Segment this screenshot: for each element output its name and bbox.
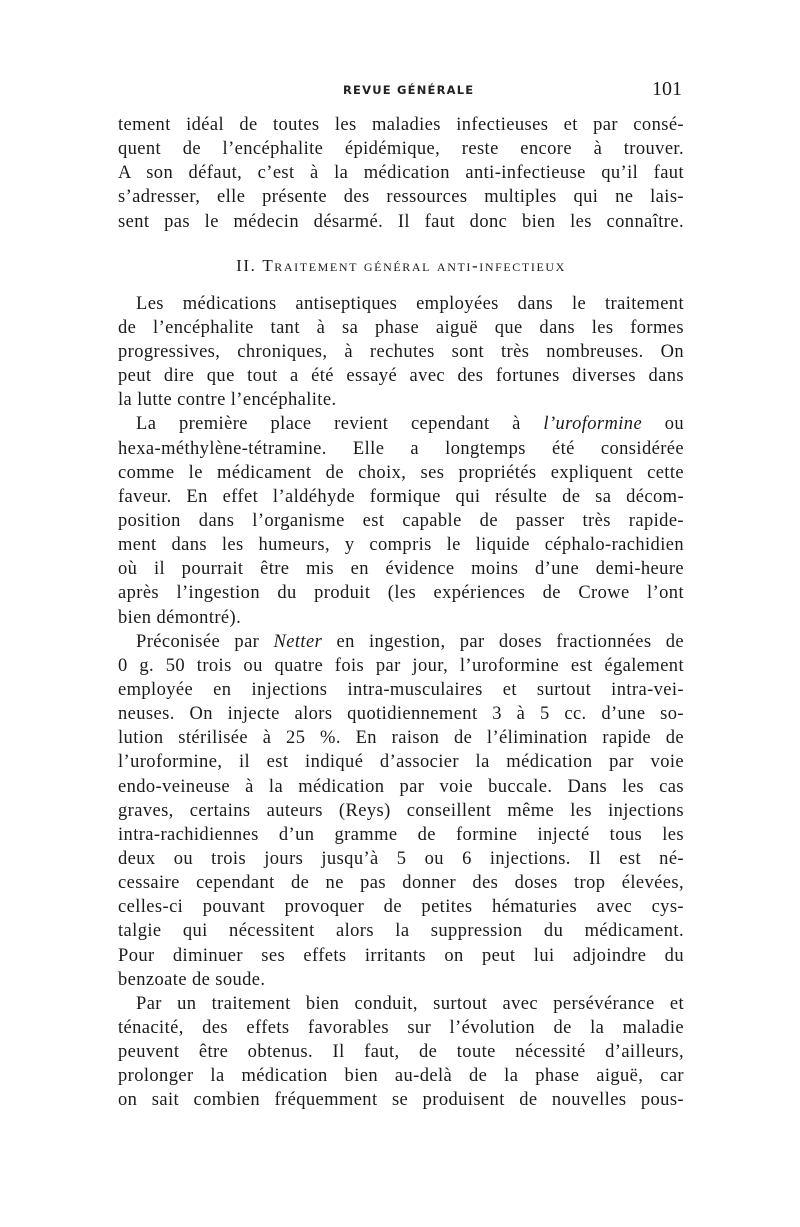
text-line: ment dans les humeurs, y compris le liquide céphalo-rachidien bbox=[118, 535, 684, 556]
emphasized-term: l’uroformine bbox=[543, 414, 643, 435]
text-line: intra-rachidiennes d’un gramme de formine injecté tous les bbox=[118, 824, 684, 845]
text-fragment: ou bbox=[642, 414, 684, 435]
text-line: peut dire que tout a été essayé avec des fortunes diverses dans bbox=[118, 366, 684, 387]
page-number: 101 bbox=[652, 78, 682, 100]
text-line: progressives, chroniques, à rechutes sont très nombreuses. On bbox=[118, 341, 684, 362]
text-line: après l’ingestion du produit (les expériences de Crowe l’ont bbox=[118, 583, 684, 604]
text-line: hexa-méthylène-tétramine. Elle a longtemps été considérée bbox=[118, 438, 684, 459]
text-line: 0 g. 50 trois ou quatre fois par jour, l’uroformine est également bbox=[118, 655, 684, 676]
text-line: talgie qui nécessitent alors la suppression du médicament. bbox=[118, 921, 684, 942]
text-line: endo-veineuse à la médication par voie buccale. Dans les cas bbox=[118, 776, 684, 797]
text-line: cessaire cependant de ne pas donner des doses trop élevées, bbox=[118, 873, 684, 894]
paragraph-antiseptics bbox=[118, 292, 684, 413]
text-line: Par un traitement bien conduit, surtout avec persévérance et bbox=[136, 993, 684, 1014]
text-line: celles-ci pouvant provoquer de petites hématuries avec cys- bbox=[118, 897, 684, 918]
text-line bbox=[118, 630, 684, 654]
text-line: Les médications antiseptiques employées dans le traitement bbox=[136, 293, 684, 314]
text-line: deux ou trois jours jusqu’à 5 ou 6 injections. Il est né- bbox=[118, 848, 684, 869]
text-fragment: en ingestion, par doses fractionnées de bbox=[322, 631, 684, 652]
text-line: benzoate de soude. bbox=[118, 969, 266, 990]
text-line: ténacité, des effets favorables sur l’évolution de la maladie bbox=[118, 1017, 684, 1038]
text-line bbox=[118, 412, 684, 436]
text-line: comme le médicament de choix, ses propriétés expliquent cette bbox=[118, 462, 684, 483]
text-line: graves, certains auteurs (Reys) conseillent même les injections bbox=[118, 800, 684, 821]
text-fragment: Préconisée par bbox=[136, 631, 274, 652]
text-line: on sait combien fréquemment se produisent de nouvelles pous- bbox=[118, 1090, 684, 1111]
text-line: où il pourrait être mis en évidence moins d’une demi-heure bbox=[118, 559, 684, 580]
paragraph-netter bbox=[118, 630, 684, 992]
section-title: Traitement général anti-infectieux bbox=[262, 255, 566, 275]
text-line: prolonger la médication bien au-delà de la phase aiguë, car bbox=[118, 1066, 684, 1087]
body-text bbox=[118, 113, 684, 1112]
text-line: A son défaut, c’est à la médication anti-infectieuse qu’il faut bbox=[118, 163, 684, 184]
text-line: bien démontré). bbox=[118, 607, 242, 628]
text-line: faveur. En effet l’aldéhyde formique qui résulte de sa décom- bbox=[118, 486, 684, 507]
text-line: tement idéal de toutes les maladies infectieuses et par consé- bbox=[118, 115, 684, 135]
text-line: l’uroformine, il est indiqué d’associer la médication par voie bbox=[118, 752, 684, 773]
text-line: Pour diminuer ses effets irritants on peut lui adjoindre du bbox=[118, 945, 684, 966]
running-header bbox=[0, 78, 800, 102]
text-line: peuvent être obtenus. Il faut, de toute nécessité d’ailleurs, bbox=[118, 1042, 684, 1063]
text-line: lution stérilisée à 25 %. En raison de l’élimination rapide de bbox=[118, 728, 684, 749]
intro-paragraph bbox=[118, 113, 684, 234]
text-line: quent de l’encéphalite épidémique, reste encore à trouver. bbox=[118, 139, 684, 160]
text-line: la lutte contre l’encéphalite. bbox=[118, 390, 337, 411]
text-line: sent pas le médecin désarmé. Il faut donc bien les connaître. bbox=[118, 211, 684, 232]
emphasized-name: Netter bbox=[273, 631, 323, 652]
running-title: REVUE GÉNÉRALE bbox=[343, 83, 475, 97]
text-fragment: La première place revient cependant à bbox=[136, 414, 544, 435]
section-number: II. bbox=[236, 255, 257, 275]
paragraph-uroformine bbox=[118, 412, 684, 629]
text-line: neuses. On injecte alors quotidiennement 3 à 5 cc. d’une so- bbox=[118, 704, 684, 725]
section-heading bbox=[118, 244, 684, 288]
paragraph-treatment bbox=[118, 992, 684, 1113]
text-line: s’adresser, elle présente des ressources multiples qui ne lais- bbox=[118, 187, 684, 208]
text-line: employée en injections intra-musculaires et surtout intra-vei- bbox=[118, 679, 684, 700]
text-line: de l’encéphalite tant à sa phase aiguë que dans les formes bbox=[118, 317, 684, 338]
text-line: position dans l’organisme est capable de passer très rapide- bbox=[118, 510, 684, 531]
